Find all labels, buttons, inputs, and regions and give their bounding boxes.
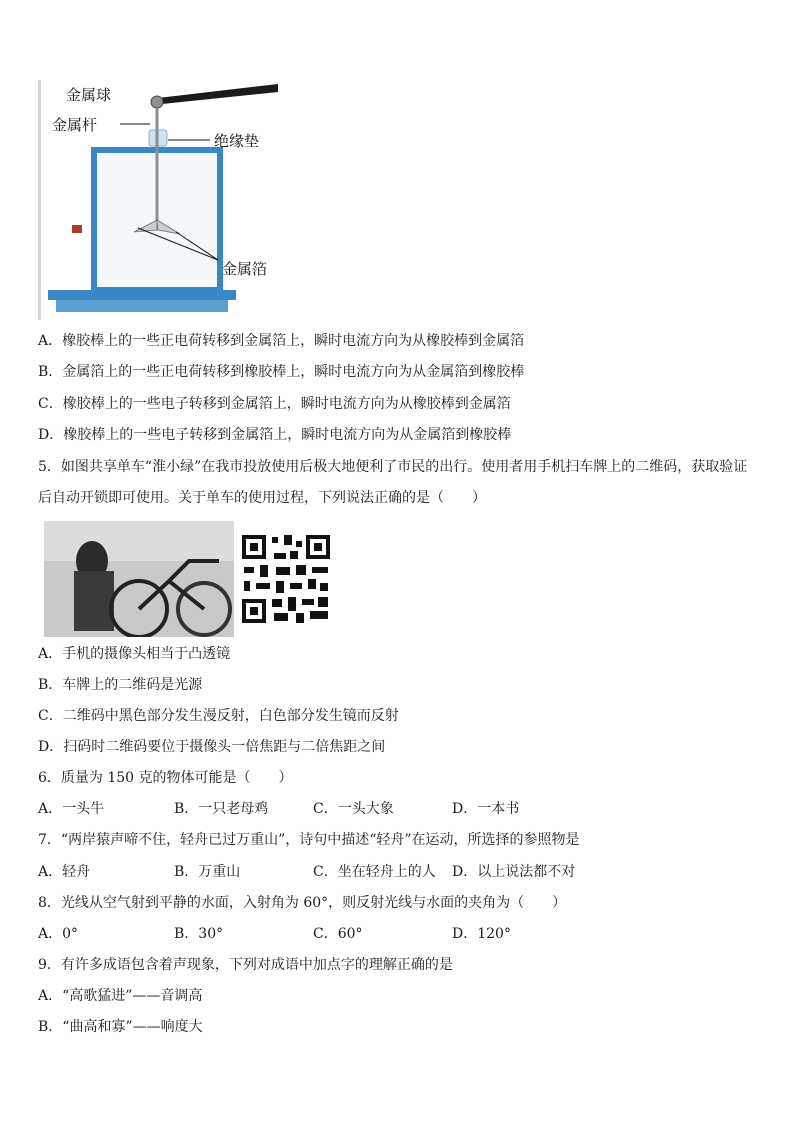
bike-photo [44, 521, 234, 637]
q8-option-c: C．60° [313, 926, 363, 942]
q5-stem-line2: 后自动开锁即可使用。关于单车的使用过程，下列说法正确的是（ ） [38, 490, 486, 506]
q5-option-b: B．车牌上的二维码是光源 [38, 677, 203, 693]
q5-option-d: D．扫码时二维码要位于摄像头一倍焦距与二倍焦距之间 [38, 739, 386, 755]
q6-stem: 6．质量为 150 克的物体可能是（ ） [38, 770, 293, 786]
q5-stem-line1: 5．如图共享单车“淮小绿”在我市投放使用后极大地便利了市民的出行。使用者用手机扫车牌上的二维码，获取验证 [38, 459, 748, 475]
q7-option-d: D．以上说法都不对 [452, 864, 576, 880]
q7-option-c: C．坐在轻舟上的人 [313, 864, 436, 880]
q6-option-d: D．一本书 [452, 801, 520, 817]
label-metal-ball: 金属球 [66, 86, 112, 104]
q8-stem: 8．光线从空气射到平静的水面，入射角为 60°，则反射光线与水面的夹角为（ ） [38, 895, 567, 911]
q7-stem: 7．“两岸猿声啼不住，轻舟已过万重山”，诗句中描述“轻舟”在运动，所选择的参照物是 [38, 832, 580, 848]
q8-option-d: D．120° [452, 926, 511, 942]
q8-option-a: A．0° [38, 926, 79, 942]
q9-option-b: B．“曲高和寡”——响度大 [38, 1019, 203, 1035]
q5-option-a: A．手机的摄像头相当于凸透镜 [38, 646, 231, 662]
q6-option-c: C．一头大象 [313, 801, 394, 817]
q6-option-a: A．一头牛 [38, 801, 105, 817]
q7-option-a: A．轻舟 [38, 864, 91, 880]
q4-option-c: C．橡胶棒上的一些电子转移到金属箔上，瞬时电流方向为从橡胶棒到金属箔 [38, 396, 511, 412]
q4-option-a: A．橡胶棒上的一些正电荷转移到金属箔上，瞬时电流方向为从橡胶棒到金属箔 [38, 333, 525, 349]
q4-option-d: D．橡胶棒上的一些电子转移到金属箔上，瞬时电流方向为从金属箔到橡胶棒 [38, 427, 512, 443]
q4-option-b: B．金属箔上的一些正电荷转移到橡胶棒上，瞬时电流方向为从金属箔到橡胶棒 [38, 364, 525, 380]
label-insulating-pad: 绝缘垫 [214, 132, 260, 150]
q6-option-b: B．一只老母鸡 [174, 801, 269, 817]
electroscope-figure [38, 80, 280, 320]
q5-option-c: C．二维码中黑色部分发生漫反射，白色部分发生镜而反射 [38, 708, 399, 724]
q9-option-a: A．“高歌猛进”——音调高 [38, 988, 203, 1004]
bike-qr-figure [44, 521, 334, 637]
label-metal-rod: 金属杆 [52, 116, 98, 134]
qr-code [240, 533, 332, 625]
q9-stem: 9．有许多成语包含着声现象，下列对成语中加点字的理解正确的是 [38, 957, 453, 973]
q7-option-b: B．万重山 [174, 864, 241, 880]
q8-option-b: B．30° [174, 926, 224, 942]
label-metal-foil: 金属箔 [222, 260, 268, 278]
